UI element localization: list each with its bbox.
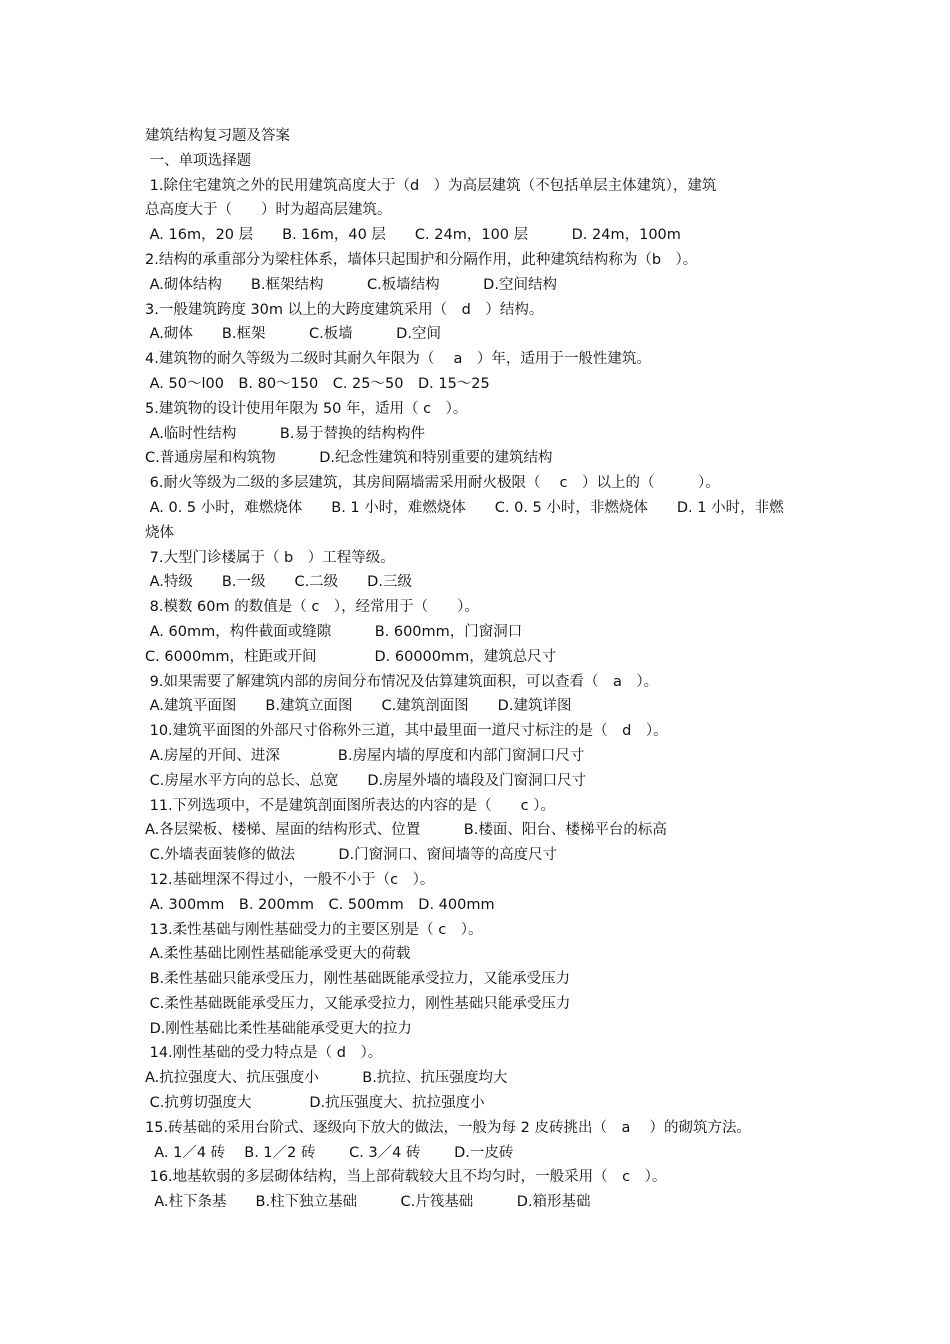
text-line: A.柱下条基 B.柱下独立基础 C.片筏基础 D.箱形基础: [145, 1194, 591, 1211]
text-line: A.特级 B.一级 C.二级 D.三级: [145, 574, 412, 591]
question-list: [145, 174, 825, 1215]
text-line: A. 16m，20 层 B. 16m，40 层 C. 24m，100 层 D. 24m，100m: [145, 227, 681, 244]
text-line: A. 1／4 砖 B. 1／2 砖 C. 3／4 砖 D.一皮砖: [145, 1144, 514, 1161]
text-line: 13.柔性基础与刚性基础受力的主要区别是（ c ）。: [145, 921, 483, 938]
text-line: A. 50～l00 B. 80～150 C. 25～50 D. 15～25: [145, 375, 490, 392]
text-line: A.柔性基础比刚性基础能承受更大的荷载: [145, 946, 411, 963]
text-line: 15.砖基础的采用台阶式、逐级向下放大的做法，一般为每 2 皮砖挑出（ a ）的砌筑方法。: [145, 1119, 751, 1136]
text-line: 10.建筑平面图的外部尺寸俗称外三道，其中最里面一道尺寸标注的是（ d ）。: [145, 723, 668, 740]
text-line: 5.建筑物的设计使用年限为 50 年，适用（ c ）。: [145, 400, 468, 417]
text-line: A.房屋的开间、进深 B.房屋内墙的厚度和内部门窗洞口尺寸: [145, 747, 585, 764]
document-title: 建筑结构复习题及答案: [145, 128, 290, 144]
text-line: 6.耐火等级为二级的多层建筑，其房间隔墙需采用耐火极限（ c ）以上的（ ）。: [145, 475, 720, 492]
text-line: 8.模数 60m 的数值是（ c ），经常用于（ ）。: [145, 599, 479, 616]
text-line: 烧体: [145, 524, 174, 541]
text-line: 9.如果需要了解建筑内部的房间分布情况及估算建筑面积，可以查看（ a ）。: [145, 673, 659, 690]
text-line: 12.基础埋深不得过小，一般不小于（c ）。: [145, 871, 435, 888]
text-line: 3.一般建筑跨度 30m 以上的大跨度建筑采用（ d ）结构。: [145, 301, 544, 318]
document-body: [145, 124, 825, 1215]
text-line: C.普通房屋和构筑物 D.纪念性建筑和特别重要的建筑结构: [145, 450, 553, 467]
text-line: B.柔性基础只能承受压力，刚性基础既能承受拉力，又能承受压力: [145, 971, 571, 988]
text-line: C.房屋水平方向的总长、总宽 D.房屋外墙的墙段及门窗洞口尺寸: [145, 772, 587, 789]
text-line: A.建筑平面图 B.建筑立面图 C.建筑剖面图 D.建筑详图: [145, 698, 572, 715]
text-line: A.砌体结构 B.框架结构 C.板墙结构 D.空间结构: [145, 276, 557, 293]
text-line: 2.结构的承重部分为梁柱体系，墙体只起围护和分隔作用，此种建筑结构称为（b ）。: [145, 251, 698, 268]
section-heading: 一、单项选择题: [145, 152, 252, 169]
text-line: A.抗拉强度大、抗压强度小 B.抗拉、抗压强度均大: [145, 1070, 508, 1087]
text-line: A.各层梁板、楼梯、屋面的结构形式、位置 B.楼面、阳台、楼梯平台的标高: [145, 822, 667, 839]
text-line: 1.除住宅建筑之外的民用建筑高度大于（d ）为高层建筑（不包括单层主体建筑），建筑: [145, 177, 717, 194]
text-line: 4.建筑物的耐久等级为二级时其耐久年限为（ a ）年，适用于一般性建筑。: [145, 351, 651, 368]
text-line: A.临时性结构 B.易于替换的结构构件: [145, 425, 425, 442]
text-line: A. 0. 5 小时，难燃烧体 B. 1 小时，难燃烧体 C. 0. 5 小时，非燃烧体 D. 1 小时，非燃: [145, 499, 784, 516]
text-line: D.刚性基础比柔性基础能承受更大的拉力: [145, 1020, 412, 1037]
text-line: C.外墙表面装修的做法 D.门窗洞口、窗间墙等的高度尺寸: [145, 847, 558, 864]
text-line: 11.下列选项中，不是建筑剖面图所表达的内容的是（ c ）。: [145, 797, 555, 814]
text-line: 7.大型门诊楼属于（ b ）工程等级。: [145, 549, 395, 566]
text-line: C.抗剪切强度大 D.抗压强度大、抗拉强度小: [145, 1095, 485, 1112]
text-line: C.柔性基础既能承受压力，又能承受拉力，刚性基础只能承受压力: [145, 995, 571, 1012]
text-line: A. 300mm B. 200mm C. 500mm D. 400mm: [145, 896, 495, 913]
text-line: 16.地基软弱的多层砌体结构，当上部荷载较大且不均匀时，一般采用（ c ）。: [145, 1169, 667, 1186]
text-line: A.砌体 B.框架 C.板墙 D.空间: [145, 326, 441, 343]
text-line: 14.刚性基础的受力特点是（ d ）。: [145, 1045, 383, 1062]
text-line: A. 60mm，构件截面或缝隙 B. 600mm，门窗洞口: [145, 623, 523, 640]
text-line: C. 6000mm，柱距或开间 D. 60000mm，建筑总尺寸: [145, 648, 557, 665]
text-line: 总高度大于（ ）时为超高层建筑。: [145, 202, 392, 219]
